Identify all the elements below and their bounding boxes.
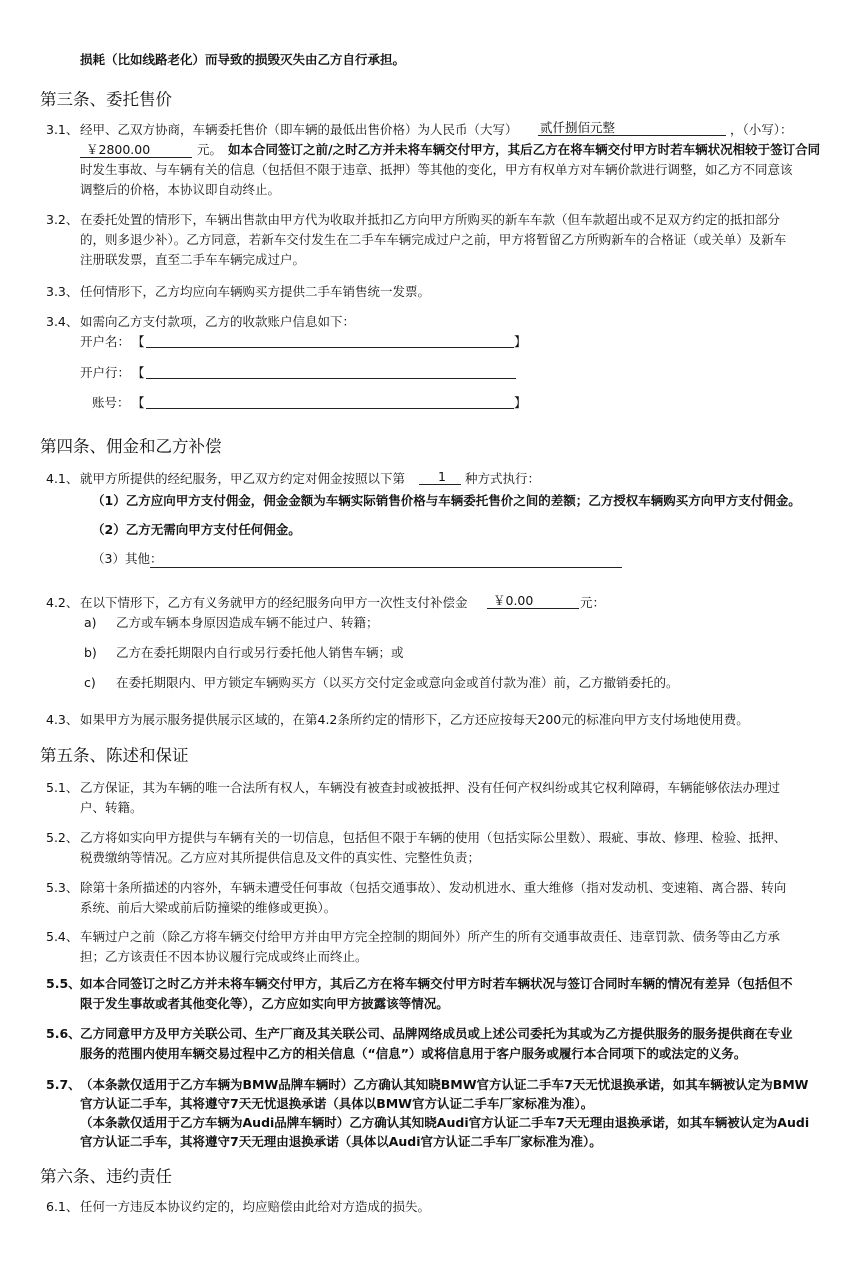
clause-6-1-number: 6.1、	[46, 1199, 79, 1214]
clause-5-4-number: 5.4、	[46, 929, 79, 944]
clause-4-1-line1-tail: 种方式执行：	[465, 471, 541, 486]
price-upper-value[interactable]: 贰仟捌佰元整	[540, 120, 616, 135]
clause-4-2-line1: 在以下情形下，乙方有义务就甲方的经纪服务向甲方一次性支付补偿金	[80, 595, 468, 610]
clause-4-2-item-b-index: b)	[84, 645, 97, 660]
account-name-label: 开户名：	[80, 334, 131, 349]
clause-5-3-line1: 除第十条所描述的内容外，车辆未遭受任何事故（包括交通事故）、发动机进水、重大维修（指对发动机、变速箱、离合器、转向	[80, 880, 787, 895]
account-number-label: 账号：	[92, 395, 130, 410]
clause-5-1-line2: 户、转籍。	[80, 800, 143, 815]
section-3-heading: 第三条、委托售价	[40, 90, 172, 109]
clause-3-1-line1: 经甲、乙双方协商，车辆委托售价（即车辆的最低出售价格）为人民币（大写）	[80, 122, 518, 137]
price-lower-underline	[80, 157, 192, 158]
clause-3-1-line4: 调整后的价格，本协议即自动终止。	[80, 182, 281, 197]
clause-5-5-number: 5.5、	[46, 976, 81, 991]
clause-3-1-number: 3.1、	[46, 122, 79, 137]
bank-name-label: 开户行：	[80, 365, 131, 380]
clause-3-4-line1: 如需向乙方支付款项，乙方的收款账户信息如下：	[80, 314, 356, 329]
carryover-text: 损耗（比如线路老化）而导致的损毁灭失由乙方自行承担。	[80, 52, 406, 67]
clause-5-7-line4: 官方认证二手车，其将遵守7天无理由退换承诺（具体以Audi官方认证二手车厂家标准为准）。	[80, 1134, 602, 1149]
section-6-heading: 第六条、违约责任	[40, 1167, 172, 1186]
section-5-heading: 第五条、陈述和保证	[40, 746, 189, 765]
commission-option-2: （2）乙方无需向甲方支付任何佣金。	[92, 522, 301, 537]
clause-4-2-item-b: 乙方在委托期限内自行或另行委托他人销售车辆；或	[116, 645, 404, 660]
clause-5-6-line1: 乙方同意甲方及甲方关联公司、生产厂商及其关联公司、品牌网络成员或上述公司委托为其或为乙方提供服务的服务提供商在专业	[80, 1026, 793, 1041]
clause-5-2-number: 5.2、	[46, 830, 79, 845]
clause-3-2-number: 3.2、	[46, 212, 79, 227]
clause-3-2-line1: 在委托处置的情形下，车辆出售款由甲方代为收取并抵扣乙方向甲方所购买的新车车款（但车款超出或不足双方约定的抵扣部分	[80, 212, 781, 227]
clause-4-3-number: 4.3、	[46, 712, 79, 727]
price-upper-underline	[538, 135, 726, 136]
clause-5-6-line2: 服务的范围内使用车辆交易过程中乙方的相关信息（“信息”）或将信息用于客户服务或履行本合同项下的或法定的义务。	[80, 1046, 747, 1061]
clause-4-1-line1: 就甲方所提供的经纪服务，甲乙双方约定对佣金按照以下第	[80, 471, 406, 486]
account-number-bracket-close: 】	[514, 395, 527, 410]
clause-5-2-line2: 税费缴纳等情况。乙方应对其所提供信息及文件的真实性、完整性负责；	[80, 850, 481, 865]
clause-5-1-number: 5.1、	[46, 780, 79, 795]
commission-other-field[interactable]	[150, 567, 622, 568]
account-name-field[interactable]	[146, 347, 514, 348]
clause-4-2-item-c: 在委托期限内、甲方锁定车辆购买方（以买方交付定金或意向金或首付款为准）前，乙方撤销委托的。	[116, 675, 679, 690]
commission-option-1: （1）乙方应向甲方支付佣金，佣金金额为车辆实际销售价格与车辆委托售价之间的差额；乙方授权车辆购买方向甲方支付佣金。	[92, 493, 801, 508]
clause-4-2-number: 4.2、	[46, 595, 79, 610]
clause-4-3-line1: 如果甲方为展示服务提供展示区域的，在第4.2条所约定的情形下，乙方还应按每天200元的标准向甲方支付场地使用费。	[80, 712, 749, 727]
clause-5-1-line1: 乙方保证，其为车辆的唯一合法所有权人，车辆没有被查封或被抵押、没有任何产权纠纷或其它权利障碍，车辆能够依法办理过	[80, 780, 781, 795]
clause-5-4-line2: 担；乙方该责任不因本协议履行完成或终止而终止。	[80, 949, 368, 964]
bank-name-field[interactable]	[146, 378, 516, 379]
clause-3-2-line2: 的，则多退少补）。乙方同意，若新车交付发生在二手车车辆完成过户之前，甲方将暂留乙方所购新车的合格证（或关单）及新车	[80, 232, 787, 247]
clause-5-7-number: 5.7、	[46, 1077, 81, 1092]
commission-option-underline	[419, 484, 461, 485]
clause-5-4-line1: 车辆过户之前（除乙方将车辆交付给甲方并由甲方完全控制的期间外）所产生的所有交通事故责任、违章罚款、债务等由乙方承	[80, 929, 781, 944]
clause-3-4-number: 3.4、	[46, 314, 79, 329]
clause-4-1-number: 4.1、	[46, 471, 79, 486]
clause-5-2-line1: 乙方将如实向甲方提供与车辆有关的一切信息，包括但不限于车辆的使用（包括实际公里数）、瑕疵、事故、修理、检验、抵押、	[80, 830, 787, 845]
clause-5-3-line2: 系统、前后大梁或前后防撞梁的维修或更换）。	[80, 900, 337, 915]
clause-5-5-line2: 限于发生事故或者其他变化等），乙方应如实向甲方披露该等情况。	[80, 996, 449, 1011]
price-lower-value[interactable]: ￥2800.00	[86, 142, 151, 157]
bank-name-bracket-open: 【	[132, 365, 145, 380]
clause-5-6-number: 5.6、	[46, 1026, 81, 1041]
clause-3-1-line1-tail: ，（小写）：	[730, 122, 793, 137]
account-number-bracket-open: 【	[132, 395, 145, 410]
account-name-bracket-open: 【	[132, 334, 145, 349]
clause-4-2-item-c-index: c)	[84, 675, 96, 690]
clause-5-7-line1: （本条款仅适用于乙方车辆为BMW品牌车辆时）乙方确认其知晓BMW官方认证二手车7天无忧退换承诺，如其车辆被认定为BMW	[80, 1077, 809, 1092]
clause-3-1-yuan: 元。	[197, 142, 223, 157]
clause-3-1-line2: 如本合同签订之前/之时乙方并未将车辆交付甲方，其后乙方在将车辆交付甲方时若车辆状况相较于签订合同	[228, 142, 821, 157]
clause-5-7-line3: （本条款仅适用于乙方车辆为Audi品牌车辆时）乙方确认其知晓Audi官方认证二手车7天无理由退换承诺，如其车辆被认定为Audi	[80, 1115, 810, 1130]
commission-option-value[interactable]: 1	[438, 469, 446, 484]
section-4-heading: 第四条、佣金和乙方补偿	[40, 437, 222, 456]
clause-3-1-line3: 时发生事故、与车辆有关的信息（包括但不限于违章、抵押）等其他的变化，甲方有权单方对车辆价款进行调整，如乙方不同意该	[80, 162, 793, 177]
clause-3-3-line1: 任何情形下，乙方均应向车辆购买方提供二手车销售统一发票。	[80, 284, 431, 299]
clause-6-1-line1: 任何一方违反本协议约定的，均应赔偿由此给对方造成的损失。	[80, 1199, 431, 1214]
account-name-bracket-close: 】	[514, 334, 527, 349]
commission-option-3: （3）其他：	[92, 551, 163, 566]
clause-4-2-item-a-index: a)	[84, 615, 97, 630]
clause-3-2-line3: 注册联发票，直至二手车车辆完成过户。	[80, 252, 306, 267]
clause-5-5-line1: 如本合同签订之时乙方并未将车辆交付甲方，其后乙方在将车辆交付甲方时若车辆状况与签订合同时车辆的情况有差异（包括但不	[80, 976, 793, 991]
account-number-field[interactable]	[146, 408, 514, 409]
clause-3-3-number: 3.3、	[46, 284, 79, 299]
clause-5-7-line2: 官方认证二手车，其将遵守7天无忧退换承诺（具体以BMW官方认证二手车厂家标准为准）。	[80, 1096, 594, 1111]
compensation-amount-underline	[487, 608, 579, 609]
clause-5-3-number: 5.3、	[46, 880, 79, 895]
clause-4-2-item-a: 乙方或车辆本身原因造成车辆不能过户、转籍；	[116, 615, 379, 630]
clause-4-2-line1-tail: 元：	[580, 595, 606, 610]
compensation-amount-value[interactable]: ￥0.00	[493, 593, 534, 608]
